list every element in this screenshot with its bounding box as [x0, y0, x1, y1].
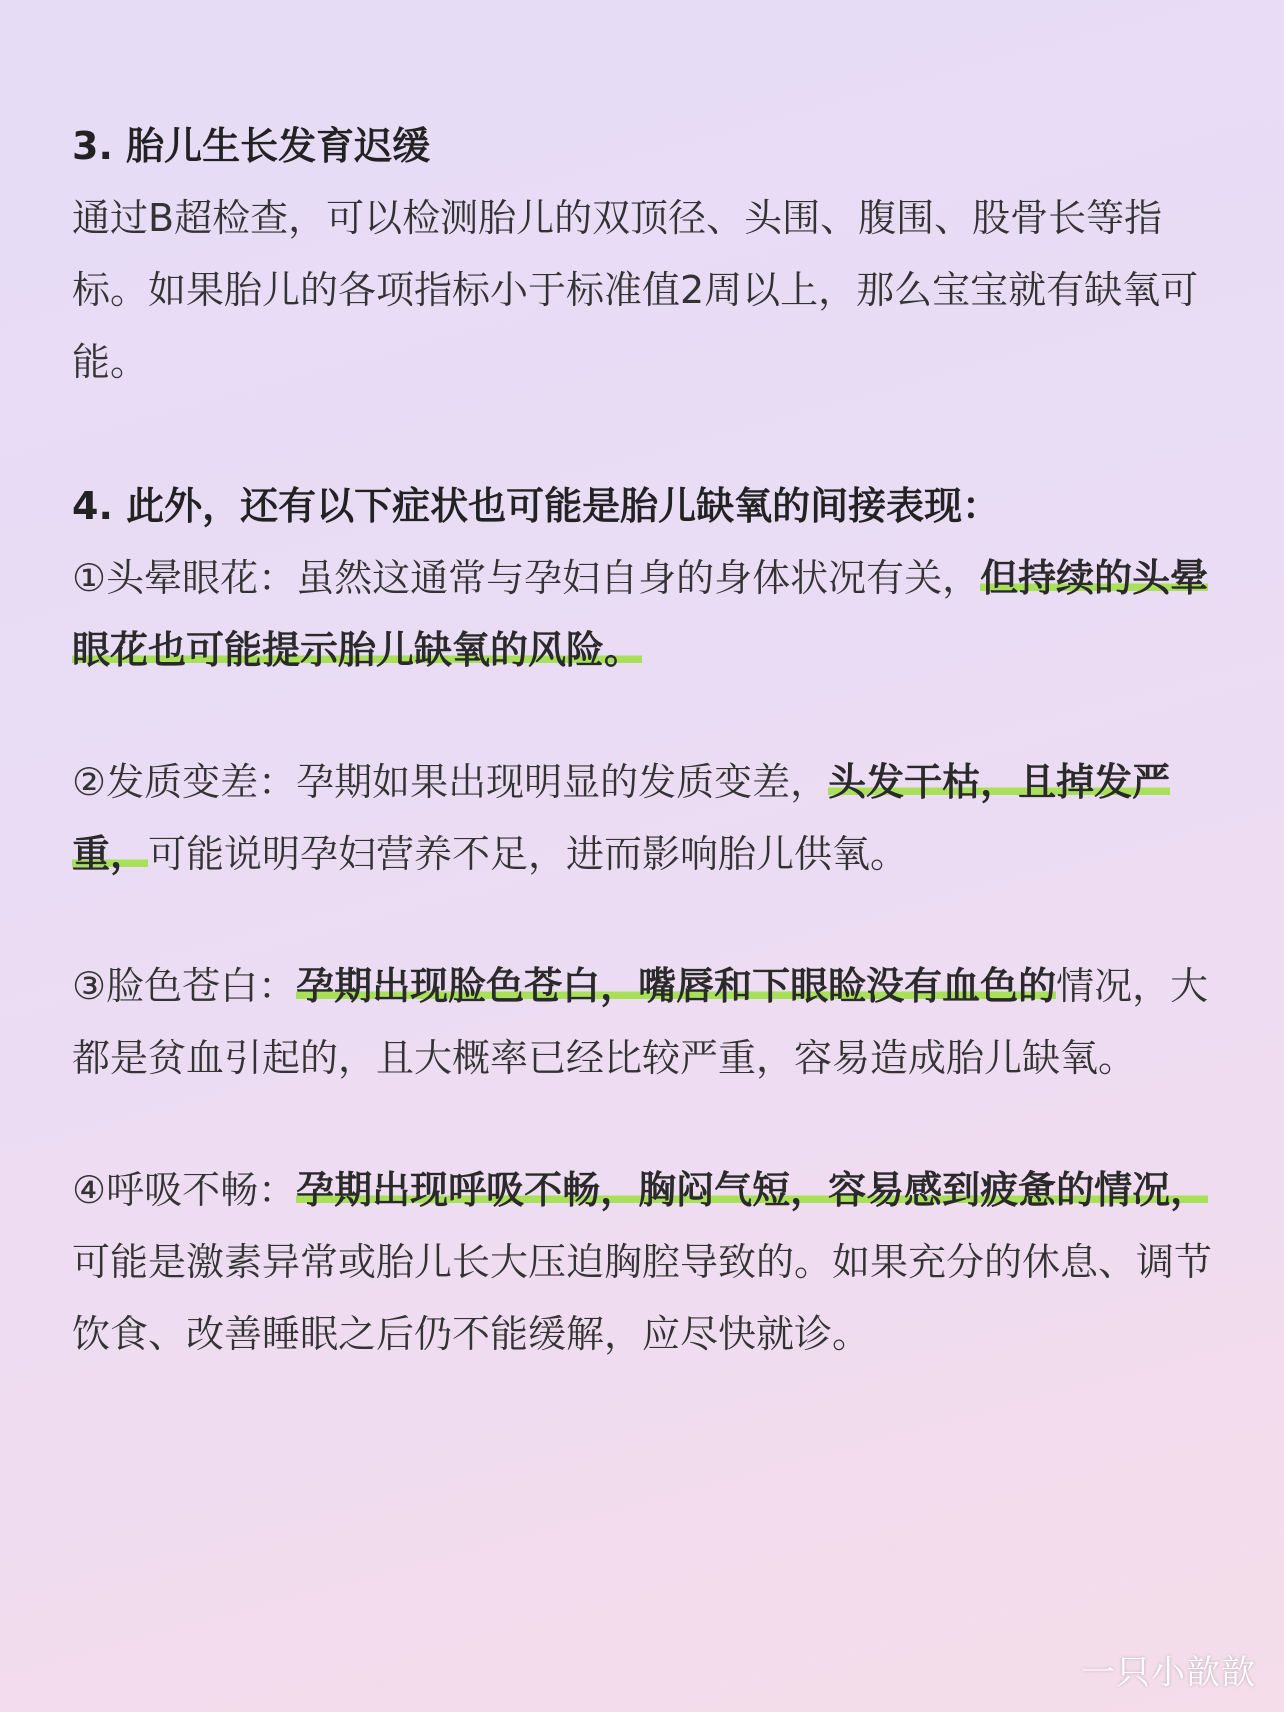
- section-3-heading: 3. 胎儿生长发育迟缓: [72, 124, 431, 168]
- symptom-text: 可能是激素异常或胎儿长大压迫胸腔导致的。如果充分的休息、调节饮食、改善睡眠之后仍不能缓解，应尽快就诊。: [72, 1240, 1213, 1356]
- symptom-text: ④呼吸不畅：: [72, 1168, 297, 1212]
- section-3-body: 通过B超检查，可以检测胎儿的双顶径、头围、腹围、股骨长等指标。如果胎儿的各项指标小于标准值2周以上，那么宝宝就有缺氧可能。: [72, 196, 1199, 384]
- symptom-text: 可能说明孕妇营养不足，进而影响胎儿供氧。: [148, 832, 909, 876]
- section-4-heading: 4. 此外，还有以下症状也可能是胎儿缺氧的间接表现：: [72, 484, 1001, 528]
- article-content: [72, 110, 1212, 1370]
- section-spacer: [72, 398, 1212, 470]
- highlighted-text: 但持续的头晕眼花也可能提示胎儿缺氧的风险。: [72, 556, 1209, 672]
- symptom-item-pale: [72, 950, 1212, 1094]
- item-spacer: [72, 1094, 1212, 1154]
- symptom-text: ③脸色苍白：: [72, 964, 297, 1008]
- item-spacer: [72, 890, 1212, 950]
- highlighted-text: 头发干枯，且掉发严重，: [72, 760, 1171, 876]
- highlighted-text: 孕期出现呼吸不畅，胸闷气短，容易感到疲惫的情况，: [296, 1168, 1209, 1212]
- symptom-text: 情况，大都是贫血引起的，且大概率已经比较严重，容易造成胎儿缺氧。: [72, 964, 1209, 1080]
- item-spacer: [72, 686, 1212, 746]
- symptom-text: ①头晕眼花：虽然这通常与孕妇自身的身体状况有关，: [72, 556, 981, 600]
- symptom-text: ②发质变差：孕期如果出现明显的发质变差，: [72, 760, 829, 804]
- symptom-item-dizziness: [72, 542, 1212, 686]
- author-watermark: 一只小歆歆: [1081, 1653, 1256, 1693]
- symptom-item-breathing: [72, 1154, 1212, 1370]
- symptom-item-hair: [72, 746, 1212, 890]
- highlighted-text: 孕期出现脸色苍白，嘴唇和下眼睑没有血色的: [296, 964, 1057, 1008]
